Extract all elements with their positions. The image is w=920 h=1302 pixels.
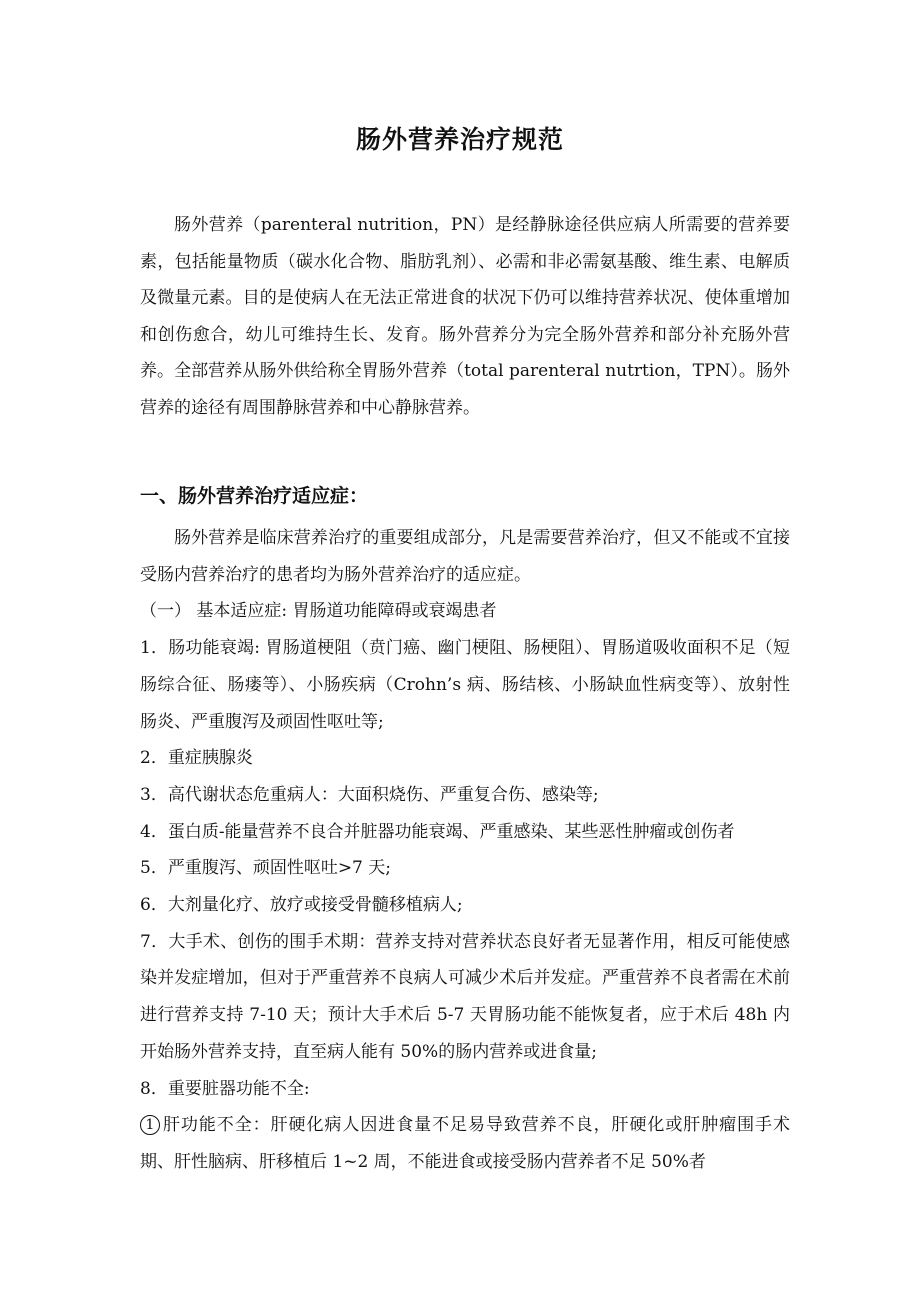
list-item: 5．严重腹泻、顽固性呕吐>7 天; [140, 858, 392, 879]
indications-intro-paragraph: 肠外营养是临床营养治疗的重要组成部分，凡是需要营养治疗，但又不能或不宜接受肠内营养治疗的患者均为肠外营养治疗的适应症。 [140, 528, 790, 585]
section-heading-indications: 一、肠外营养治疗适应症： [140, 485, 369, 507]
list-item: 6．大剂量化疗、放疗或接受骨髓移植病人; [140, 895, 463, 916]
list-item: 8．重要脏器功能不全: [140, 1078, 310, 1099]
circled-number-marker: 1 [140, 1115, 160, 1135]
liver-dysfunction-item [140, 1107, 790, 1180]
intro-section [140, 207, 790, 427]
liver-dysfunction-text: 肝功能不全：肝硬化病人因进食量不足易导致营养不良，肝硬化或肝肿瘤围手术期、肝性脑病、肝移植后 1~2 周，不能进食或接受肠内营养者不足 50%者 [140, 1115, 790, 1172]
indications-content [140, 520, 790, 1181]
document-title: 肠外营养治疗规范 [355, 125, 564, 154]
intro-paragraph: 肠外营养（parenteral nutrition，PN）是经静脉途径供应病人所需要的营养要素，包括能量物质（碳水化合物、脂肪乳剂）、必需和非必需氨基酸、维生素、电解质及微量元素。目的是使病人在无法正常进食的状况下仍可以维持营养状况、使体重增加和创伤愈合，幼儿可维持生长、发育。肠外营养分为完全肠外营养和部分补充肠外营养。全部营养从肠外供给称全胃肠外营养（total parenteral nutrtion，TPN）。肠外营养的途径有周围静脉营养和中心静脉营养。 [140, 215, 790, 418]
list-item: 7．大手术、创伤的围手术期：营养支持对营养状态良好者无显著作用，相反可能使感染并发症增加，但对于严重营养不良病人可减少术后并发症。严重营养不良者需在术前进行营养支持 7-10 天；预计大手术后 5-7 天胃肠功能不能恢复者，应于术后 48h 内开始肠外营养支持，直至病人能有 50%的肠内营养或进食量; [140, 931, 790, 1062]
list-item: 2．重症胰腺炎 [140, 748, 253, 769]
basic-indications-subheading: （一） 基本适应症: 胃肠道功能障碍或衰竭患者 [140, 601, 497, 622]
list-item: 4．蛋白质-能量营养不良合并脏器功能衰竭、严重感染、某些恶性肿瘤或创伤者 [140, 821, 735, 842]
list-item: 3．高代谢状态危重病人：大面积烧伤、严重复合伤、感染等; [140, 784, 599, 805]
list-item: 1．肠功能衰竭: 胃肠道梗阻（贲门癌、幽门梗阻、肠梗阻）、胃肠道吸收面积不足（短肠综合征、肠瘘等）、小肠疾病（Crohn’s 病、肠结核、小肠缺血性病变等）、放射性肠炎、严重腹泻及顽固性呕吐等; [140, 638, 790, 732]
